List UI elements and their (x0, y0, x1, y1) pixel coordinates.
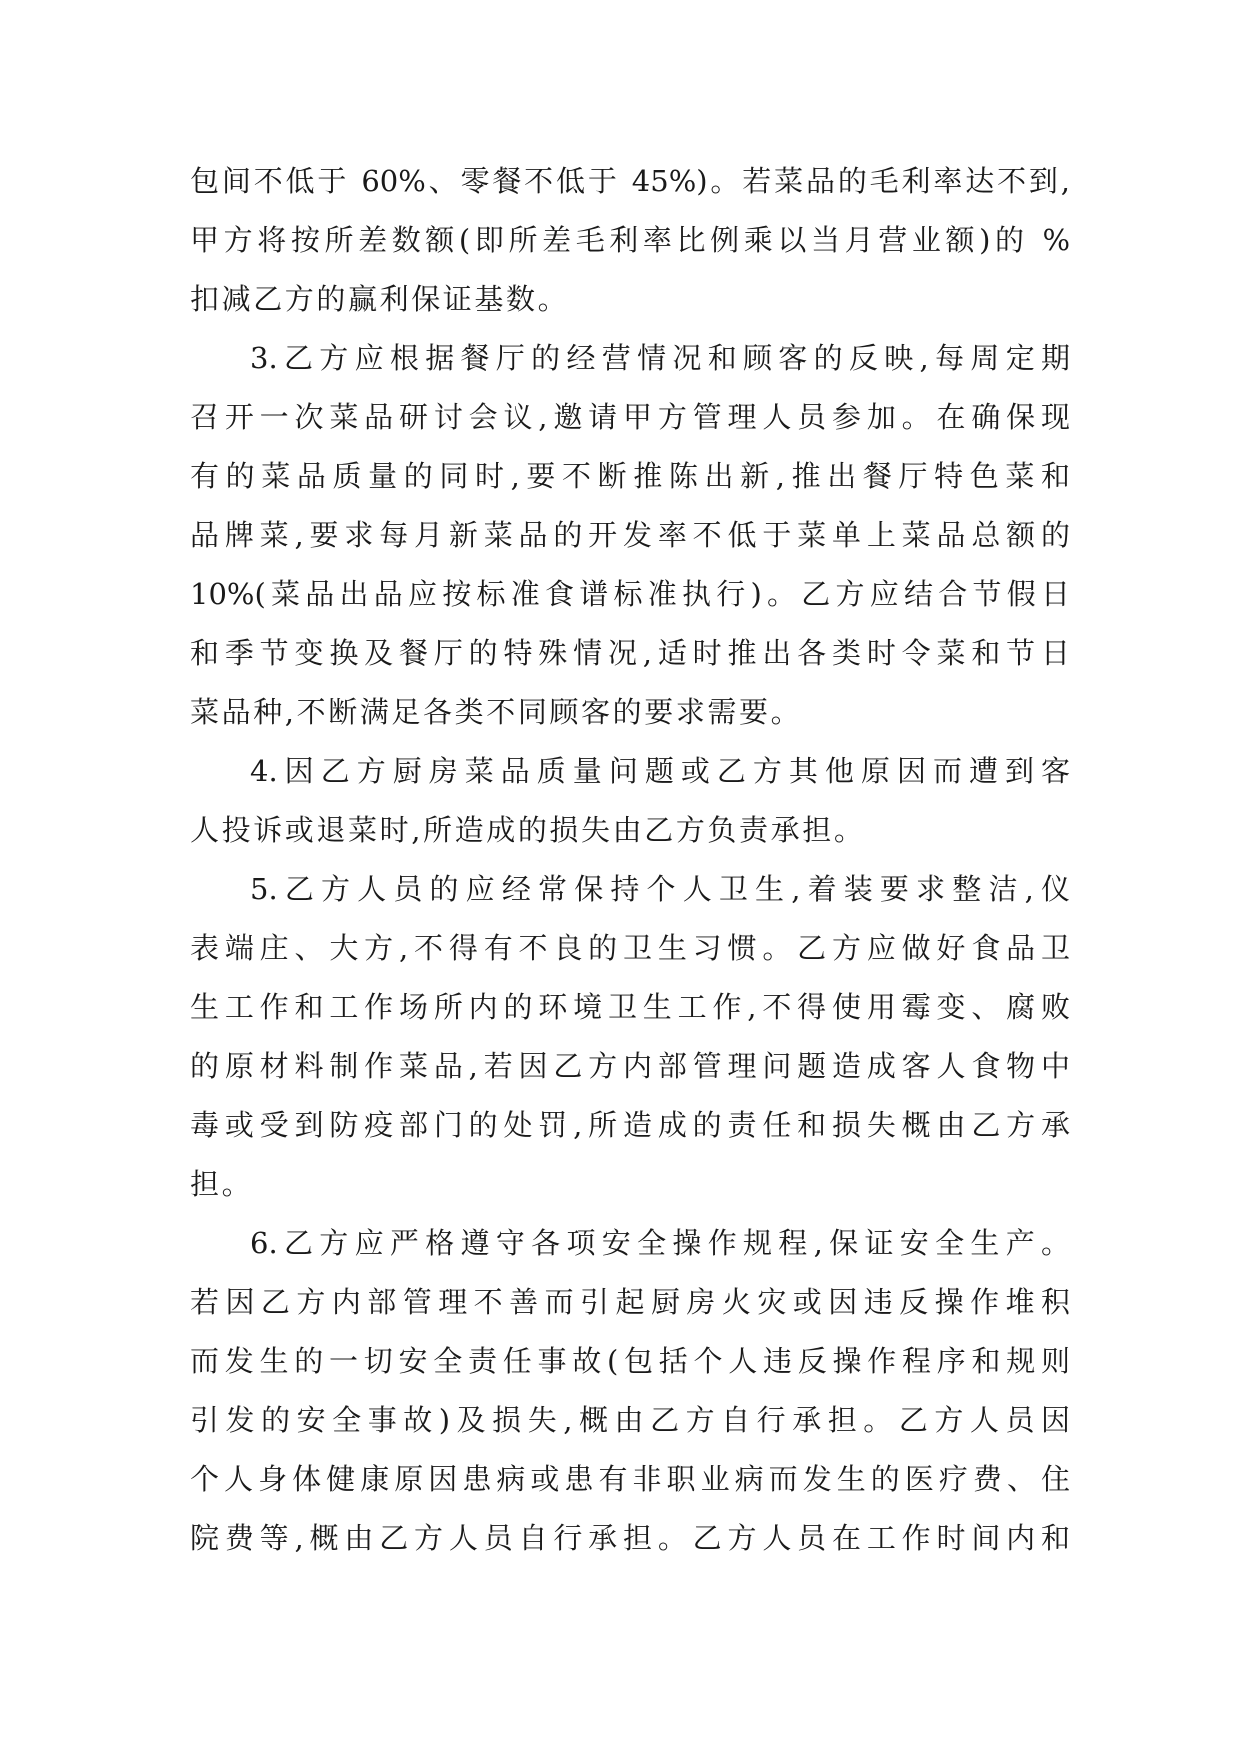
text-line: 10%(菜品出品应按标准食谱标准执行)。乙方应结合节假日 (190, 577, 1070, 611)
paragraph-start-line: 3.乙方应根据餐厅的经营情况和顾客的反映,每周定期 (250, 341, 1070, 375)
text-line: 和季节变换及餐厅的特殊情况,适时推出各类时令菜和节日 (190, 636, 1070, 670)
text-line: 担。 (190, 1167, 254, 1201)
text-line: 引发的安全事故)及损失,概由乙方自行承担。乙方人员因 (190, 1403, 1070, 1437)
text-line: 而发生的一切安全责任事故(包括个人违反操作程序和规则 (190, 1344, 1070, 1378)
text-line: 若因乙方内部管理不善而引起厨房火灾或因违反操作堆积 (190, 1285, 1070, 1319)
text-line: 毒或受到防疫部门的处罚,所造成的责任和损失概由乙方承 (190, 1108, 1070, 1142)
text-line: 个人身体健康原因患病或患有非职业病而发生的医疗费、住 (190, 1462, 1070, 1496)
text-line: 召开一次菜品研讨会议,邀请甲方管理人员参加。在确保现 (190, 400, 1070, 434)
text-line: 表端庄、大方,不得有不良的卫生习惯。乙方应做好食品卫 (190, 931, 1070, 965)
text-line: 甲方将按所差数额(即所差毛利率比例乘以当月营业额)的 % (190, 223, 1070, 257)
document-body (190, 152, 1070, 1568)
text-line: 扣减乙方的赢利保证基数。 (190, 282, 570, 316)
text-line: 人投诉或退菜时,所造成的损失由乙方负责承担。 (190, 813, 866, 847)
text-line: 的原材料制作菜品,若因乙方内部管理问题造成客人食物中 (190, 1049, 1070, 1083)
paragraph-start-line: 5.乙方人员的应经常保持个人卫生,着装要求整洁,仪 (250, 872, 1070, 906)
paragraph-start-line: 6.乙方应严格遵守各项安全操作规程,保证安全生产。 (250, 1226, 1070, 1260)
text-line: 品牌菜,要求每月新菜品的开发率不低于菜单上菜品总额的 (190, 518, 1070, 552)
paragraph-start-line: 4.因乙方厨房菜品质量问题或乙方其他原因而遭到客 (250, 754, 1070, 788)
text-line: 生工作和工作场所内的环境卫生工作,不得使用霉变、腐败 (190, 990, 1070, 1024)
text-line: 院费等,概由乙方人员自行承担。乙方人员在工作时间内和 (190, 1521, 1070, 1555)
text-line: 有的菜品质量的同时,要不断推陈出新,推出餐厅特色菜和 (190, 459, 1070, 493)
text-line: 包间不低于 60%、零餐不低于 45%)。若菜品的毛利率达不到, (190, 164, 1070, 198)
text-line: 菜品种,不断满足各类不同顾客的要求需要。 (190, 695, 803, 729)
